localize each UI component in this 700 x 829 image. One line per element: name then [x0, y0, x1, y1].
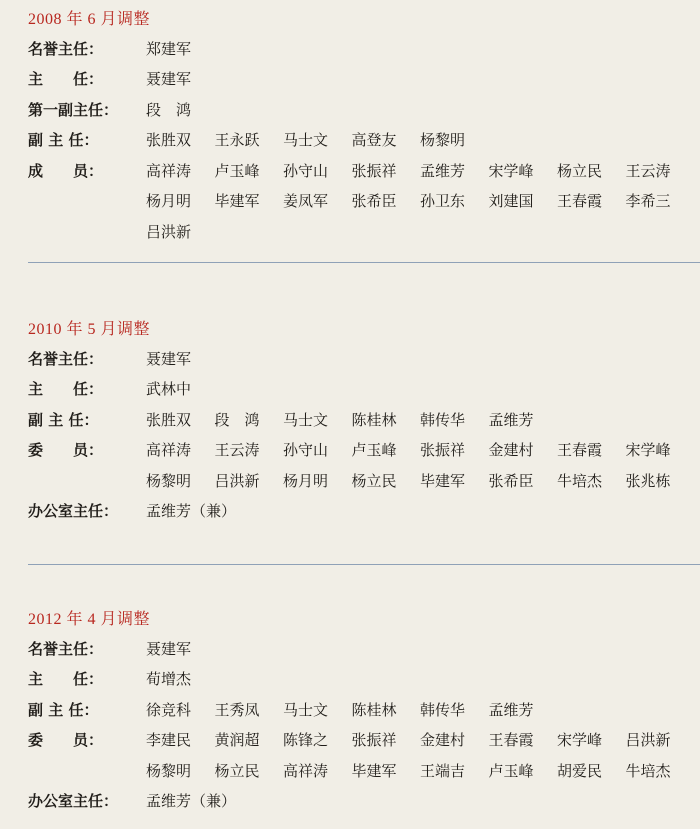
roster-row	[28, 219, 700, 243]
roster-row	[28, 789, 700, 813]
member-name: 马士文	[283, 410, 329, 429]
member-name: 张胜双	[146, 410, 192, 429]
member-names	[146, 409, 700, 430]
member-name: 牛培杰	[625, 761, 671, 780]
roster-row	[28, 97, 700, 121]
member-name: 聂建军	[146, 639, 192, 658]
role-label: 第一副主任：	[28, 100, 119, 119]
member-names	[146, 68, 700, 89]
member-name: 荀增杰	[146, 670, 192, 688]
role-label: 副 主 任：	[28, 131, 99, 149]
roster-row	[28, 158, 700, 182]
member-names	[146, 348, 700, 369]
member-name: 张希臣	[488, 471, 534, 490]
member-names	[146, 638, 700, 659]
role-label: 办公室主任：	[28, 502, 119, 520]
roster-row	[28, 189, 700, 213]
member-name: 卢玉峰	[351, 441, 397, 459]
member-names	[146, 378, 700, 399]
roster-row	[28, 499, 700, 523]
roster-row	[28, 728, 700, 752]
roster-row	[28, 377, 700, 401]
member-name: 马士文	[283, 131, 329, 149]
member-name: 金建村	[488, 441, 534, 459]
member-name: 姜凤军	[283, 192, 329, 210]
member-name: 高祥涛	[146, 441, 192, 459]
member-name: 杨月明	[146, 192, 192, 210]
member-names	[146, 221, 700, 242]
member-name: 张振祥	[351, 731, 397, 749]
member-name: 武林中	[146, 380, 192, 398]
member-name: 孟维芳	[488, 700, 534, 719]
member-name: 杨黎明	[146, 471, 192, 490]
member-names	[146, 160, 700, 181]
role-label: 办公室主任：	[28, 792, 119, 810]
role-label: 委 员：	[28, 731, 104, 749]
member-name: 徐竞科	[146, 700, 192, 719]
member-names	[146, 439, 700, 460]
member-name: 毕建军	[420, 471, 466, 490]
member-name: 孟维芳	[488, 410, 534, 429]
member-name: 毕建军	[351, 761, 397, 780]
section-heading: 2008 年 6 月调整	[28, 11, 151, 28]
member-name: 张兆栋	[625, 471, 671, 490]
member-name: 牛培杰	[557, 471, 603, 490]
member-name: 王春霞	[557, 192, 603, 210]
member-name: 王秀凤	[214, 700, 260, 719]
member-name: 宋学峰	[557, 731, 603, 749]
role-label: 委 员：	[28, 441, 104, 459]
roster-row	[28, 407, 700, 431]
member-names	[146, 790, 700, 811]
role-label: 主 任：	[28, 380, 104, 398]
roster-row	[28, 346, 700, 370]
role-label: 主 任：	[28, 670, 104, 688]
role-label: 副 主 任：	[28, 410, 99, 429]
member-name: 王端吉	[420, 761, 466, 780]
member-name: 孙卫东	[420, 192, 466, 210]
roster-row	[28, 468, 700, 492]
roster-row	[28, 636, 700, 660]
member-name: 段 鸿	[214, 410, 260, 429]
member-names	[146, 699, 700, 720]
member-name: 高登友	[351, 131, 397, 149]
member-names	[146, 38, 700, 59]
member-name: 高祥涛	[283, 761, 329, 780]
member-name: 王云涛	[625, 161, 671, 180]
member-name: 杨立民	[351, 471, 397, 490]
member-name: 李希三	[625, 192, 671, 210]
member-name: 张希臣	[351, 192, 397, 210]
role-label: 成 员：	[28, 161, 104, 180]
member-name: 张振祥	[351, 161, 397, 180]
member-name: 郑建军	[146, 39, 192, 58]
member-name: 王云涛	[214, 441, 260, 459]
member-name: 杨立民	[214, 761, 260, 780]
member-name: 卢玉峰	[488, 761, 534, 780]
member-name: 王春霞	[488, 731, 534, 749]
section-heading: 2012 年 4 月调整	[28, 611, 151, 628]
member-name: 杨黎明	[146, 761, 192, 780]
member-names	[146, 190, 700, 211]
member-names	[146, 129, 700, 150]
member-name: 张胜双	[146, 131, 192, 149]
member-names	[146, 729, 700, 750]
member-name: 孙守山	[283, 161, 329, 180]
roster-row	[28, 67, 700, 91]
section-divider	[28, 262, 700, 263]
member-name: 孟维芳（兼）	[146, 502, 237, 520]
roster-row	[28, 667, 700, 691]
member-name: 张振祥	[420, 441, 466, 459]
role-label: 主 任：	[28, 70, 104, 88]
roster-row	[28, 128, 700, 152]
member-name: 孙守山	[283, 441, 329, 459]
member-name: 杨黎明	[420, 131, 466, 149]
member-name: 聂建军	[146, 349, 192, 368]
roster-row	[28, 697, 700, 721]
member-name: 金建村	[420, 731, 466, 749]
member-names	[146, 668, 700, 689]
member-names	[146, 470, 700, 491]
member-name: 高祥涛	[146, 161, 192, 180]
role-label: 副 主 任：	[28, 700, 99, 719]
member-name: 孟维芳	[420, 161, 466, 180]
member-name: 孟维芳（兼）	[146, 792, 237, 810]
role-label: 名誉主任：	[28, 39, 104, 58]
member-name: 吕洪新	[146, 222, 192, 241]
member-name: 卢玉峰	[214, 161, 260, 180]
member-name: 王春霞	[557, 441, 603, 459]
member-name: 李建民	[146, 731, 192, 749]
member-names	[146, 500, 700, 521]
member-name: 杨立民	[557, 161, 603, 180]
member-name: 马士文	[283, 700, 329, 719]
roster-row	[28, 36, 700, 60]
member-name: 刘建国	[488, 192, 534, 210]
member-name: 聂建军	[146, 70, 192, 88]
member-name: 韩传华	[420, 410, 466, 429]
role-label: 名誉主任：	[28, 349, 104, 368]
member-name: 宋学峰	[625, 441, 671, 459]
member-name: 段 鸿	[146, 100, 192, 119]
member-name: 陈锋之	[283, 731, 329, 749]
member-name: 韩传华	[420, 700, 466, 719]
member-name: 吕洪新	[625, 731, 671, 749]
member-name: 黄润超	[214, 731, 260, 749]
role-label: 名誉主任：	[28, 639, 104, 658]
member-name: 陈桂林	[351, 410, 397, 429]
member-name: 吕洪新	[214, 471, 260, 490]
member-names	[146, 99, 700, 120]
roster-row	[28, 438, 700, 462]
member-name: 陈桂林	[351, 700, 397, 719]
section-divider	[28, 564, 700, 565]
member-name: 毕建军	[214, 192, 260, 210]
member-name: 胡爱民	[557, 761, 603, 780]
member-name: 宋学峰	[488, 161, 534, 180]
roster-row	[28, 758, 700, 782]
member-name: 王永跃	[214, 131, 260, 149]
section-heading: 2010 年 5 月调整	[28, 321, 151, 338]
member-name: 杨月明	[283, 471, 329, 490]
member-names	[146, 760, 700, 781]
